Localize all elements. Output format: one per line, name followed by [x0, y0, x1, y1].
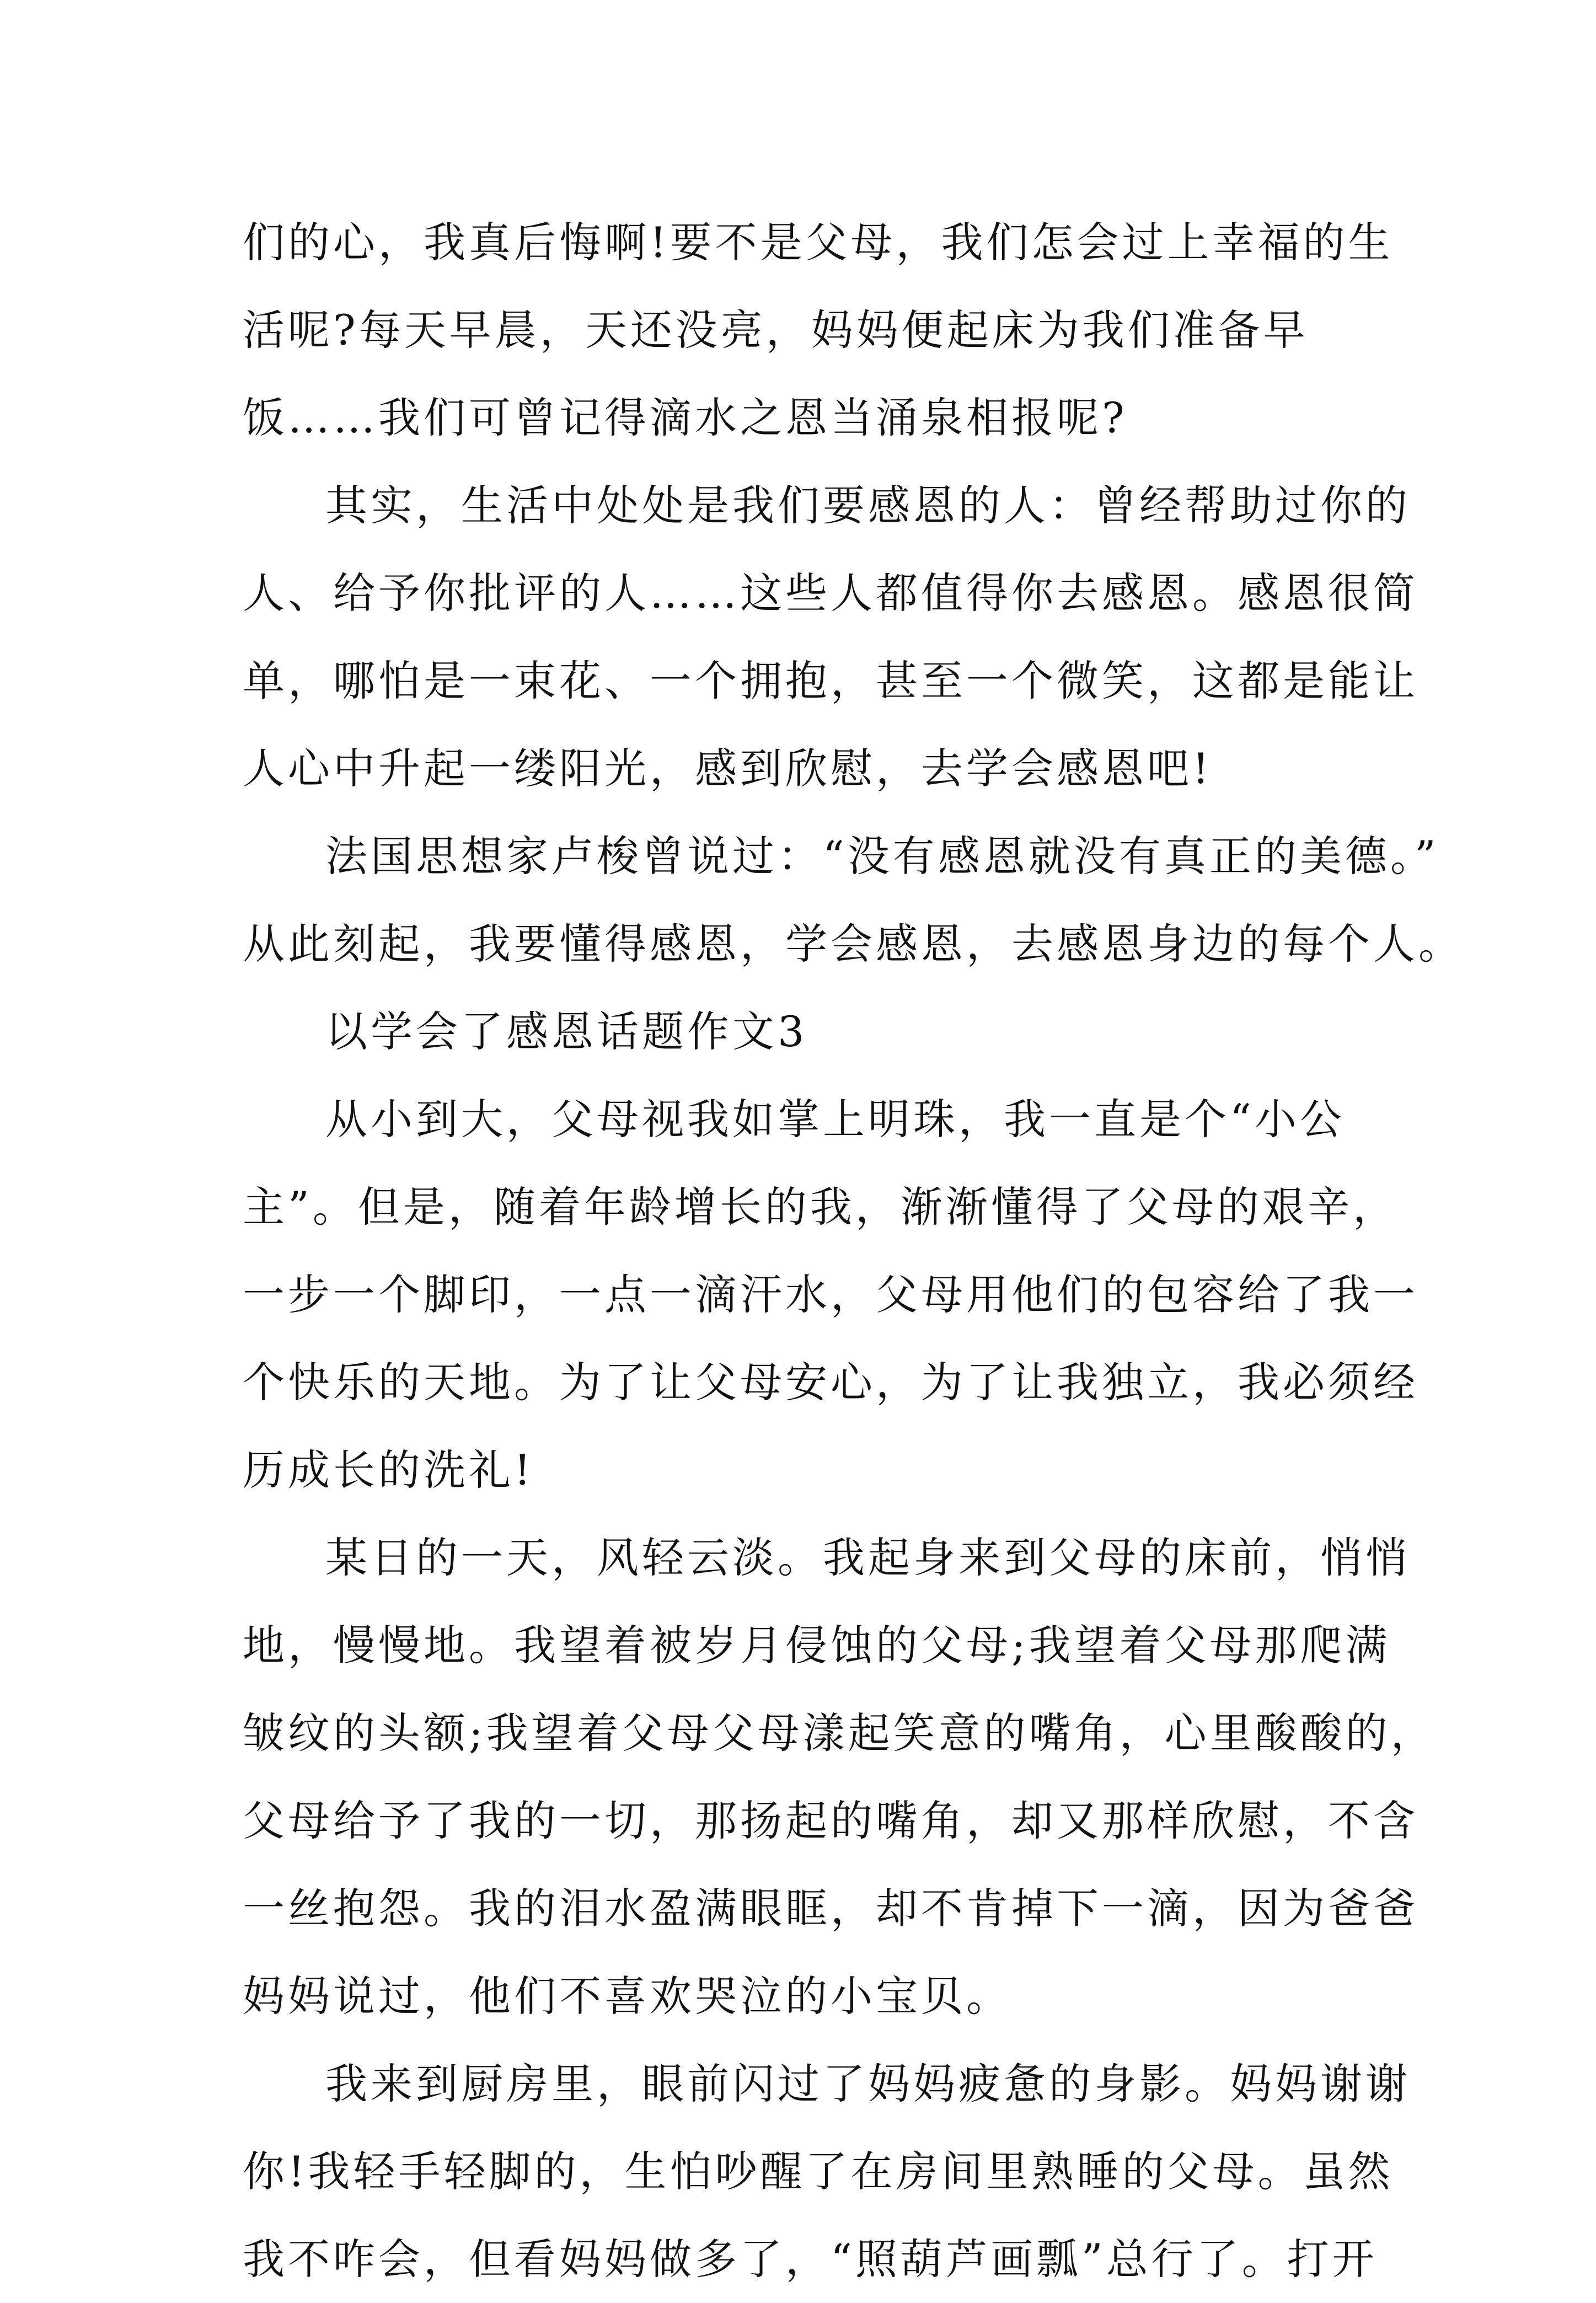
- text-line: 人、给予你批评的人……这些人都值得你去感恩。感恩很简: [243, 569, 1418, 618]
- text-line: 地，慢慢地。我望着被岁月侵蚀的父母;我望着父母那爬满: [243, 1621, 1391, 1670]
- text-line: 我来到厨房里，眼前闪过了妈妈疲惫的身影。妈妈谢谢: [325, 2059, 1411, 2108]
- text-line: 历成长的洗礼!: [243, 1445, 534, 1495]
- text-line: 个快乐的天地。为了让父母安心，为了让我独立，我必须经: [243, 1358, 1418, 1407]
- text-line: 从小到大，父母视我如掌上明珠，我一直是个“小公: [325, 1095, 1345, 1144]
- text-line: 从此刻起，我要懂得感恩，学会感恩，去感恩身边的每个人。: [243, 919, 1464, 968]
- document-body: [243, 199, 1464, 2303]
- text-line: 妈妈说过，他们不喜欢哭泣的小宝贝。: [243, 1972, 1011, 2021]
- text-line: 皱纹的头额;我望着父母父母漾起笑意的嘴角，心里酸酸的，: [243, 1708, 1436, 1758]
- text-line: 以学会了感恩话题作文3: [325, 1007, 808, 1056]
- text-line: 人心中升起一缕阳光，感到欣慰，去学会感恩吧!: [243, 744, 1213, 793]
- text-line: 父母给予了我的一切，那扬起的嘴角，却又那样欣慰，不含: [243, 1796, 1418, 1845]
- text-line: 法国思想家卢梭曾说过：“没有感恩就没有真正的美德。”: [325, 832, 1439, 881]
- text-line: 我不咋会，但看妈妈做多了，“照葫芦画瓢”总行了。打开: [243, 2235, 1378, 2284]
- text-line: 饭……我们可曾记得滴水之恩当涌泉相报呢?: [243, 393, 1128, 442]
- text-line: 某日的一天，风轻云淡。我起身来到父母的床前，悄悄: [325, 1533, 1411, 1582]
- text-line: 一丝抱怨。我的泪水盈满眼眶，却不肯掉下一滴，因为爸爸: [243, 1884, 1418, 1933]
- text-line: 们的心，我真后悔啊!要不是父母，我们怎会过上幸福的生: [243, 218, 1394, 267]
- text-line: 你!我轻手轻脚的，生怕吵醒了在房间里熟睡的父母。虽然: [243, 2147, 1394, 2196]
- text-line: 主”。但是，随着年龄增长的我，渐渐懂得了父母的艰辛，: [243, 1182, 1398, 1231]
- text-line: 活呢?每天早晨，天还没亮，妈妈便起床为我们准备早: [243, 306, 1309, 355]
- text-line: 一步一个脚印，一点一滴汗水，父母用他们的包容给了我一: [243, 1270, 1418, 1319]
- text-line: 单，哪怕是一束花、一个拥抱，甚至一个微笑，这都是能让: [243, 656, 1418, 705]
- text-line: 其实，生活中处处是我们要感恩的人：曾经帮助过你的: [325, 481, 1411, 530]
- text-lines: [243, 199, 1464, 2303]
